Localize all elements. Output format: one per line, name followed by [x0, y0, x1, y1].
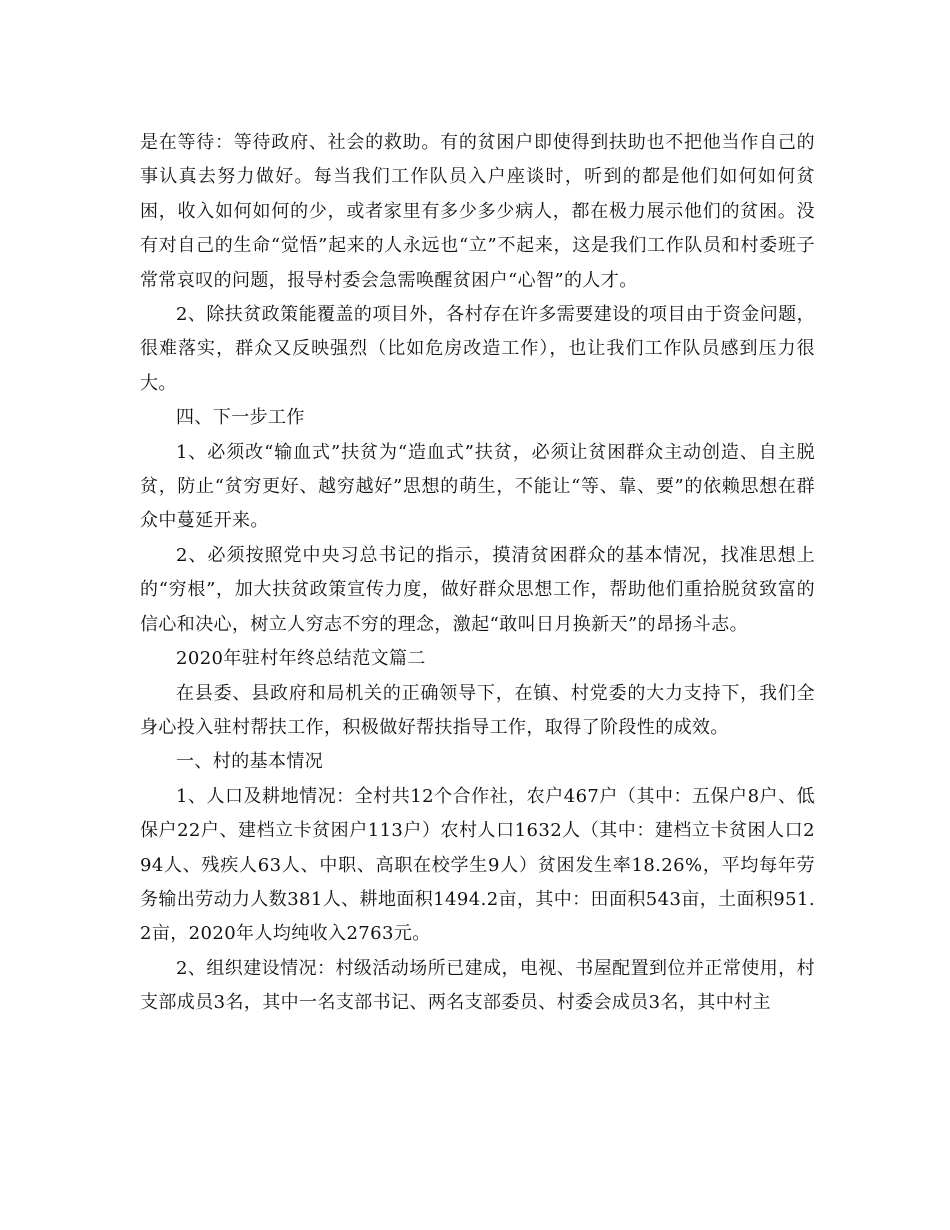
section-heading: 一、村的基本情况 [176, 751, 324, 773]
paragraph: 2、必须按照党中央习总书记的指示，摸清贫困群众的基本情况，找准思想上的“穷根”，加大扶贫政策宣传力度，做好群众思想工作，帮助他们重拾脱贫致富的信心和决心，树立人穷志不穷的理念，激起“敢叫日月换新天”的昂扬斗志。 [140, 544, 815, 635]
document-body [140, 126, 815, 1021]
paragraph: 2、组织建设情况：村级活动场所已建成，电视、书屋配置到位并正常使用，村支部成员3名，其中一名支部书记、两名支部委员、村委会成员3名，其中村主 [140, 957, 815, 1014]
paragraph: 在县委、县政府和局机关的正确领导下，在镇、村党委的大力支持下，我们全身心投入驻村帮扶工作，积极做好帮扶指导工作，取得了阶段性的成效。 [140, 682, 815, 738]
paragraph: 1、人口及耕地情况：全村共12个合作社，农户467户（其中：五保户8户、低保户22户、建档立卡贫困户113户）农村人口1632人（其中：建档立卡贫困人口294人、残疾人63人、中职、高职在校学生9人）贫困发生率18.26%，平均每年劳务输出劳动力人数381人、耕地面积1494.2亩，其中：田面积543亩，土面积951.2亩，2020年人均纯收入2763元。 [140, 785, 815, 945]
paragraph: 是在等待：等待政府、社会的救助。有的贫困户即使得到扶助也不把他当作自己的事认真去努力做好。每当我们工作队员入户座谈时，听到的都是他们如何如何贫困，收入如何如何的少，或者家里有多少多少病人，都在极力展示他们的贫困。没有对自己的生命“觉悟”起来的人永远也“立”不起来，这是我们工作队员和村委班子常常哀叹的问题，报导村委会急需唤醒贫困户“心智”的人才。 [140, 132, 815, 291]
article-title: 2020年驻村年终总结范文篇二 [176, 648, 426, 670]
paragraph: 1、必须改“输血式”扶贫为“造血式”扶贫，必须让贫困群众主动创造、自主脱贫，防止“贫穷更好、越穷越好”思想的萌生，不能让“等、靠、要”的依赖思想在群众中蔓延开来。 [140, 441, 815, 532]
section-heading: 四、下一步工作 [176, 407, 305, 429]
paragraph: 2、除扶贫政策能覆盖的项目外，各村存在许多需要建设的项目由于资金问题，很难落实，群众又反映强烈（比如危房改造工作），也让我们工作队员感到压力很大。 [140, 304, 815, 394]
